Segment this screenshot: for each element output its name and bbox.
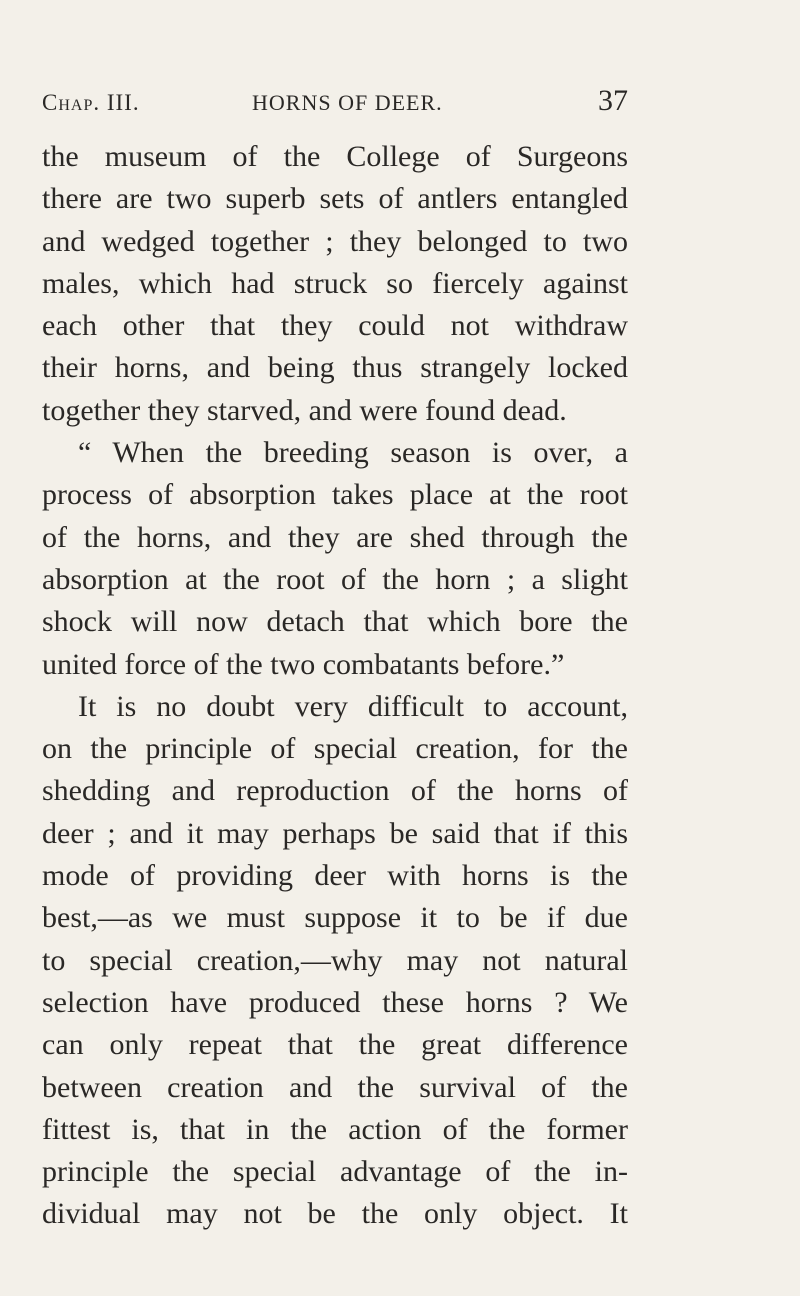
- text-line: process of absorption takes place at the root: [42, 478, 628, 512]
- text-line: shedding and reproduction of the horns of: [42, 774, 628, 808]
- text-line: mode of providing deer with horns is the: [42, 859, 628, 893]
- text-line: the museum of the College of Surgeons: [42, 140, 628, 173]
- running-header: [42, 84, 628, 120]
- text-line: to special creation,—why may not natural: [42, 943, 628, 977]
- text-line: fittest is, that in the action of the former: [42, 1112, 628, 1146]
- text-line: there are two superb sets of antlers entangled: [42, 182, 628, 216]
- text-line: their horns, and being thus strangely locked: [42, 351, 628, 385]
- text-line: males, which had struck so fiercely against: [42, 266, 628, 300]
- text-line: and wedged together ; they belonged to two: [42, 224, 628, 258]
- text-line: It is no doubt very difficult to account,: [78, 689, 628, 723]
- text-line: selection have produced these horns ? We: [42, 985, 628, 1019]
- text-line: best,—as we must suppose it to be if due: [42, 901, 628, 935]
- text-line: on the principle of special creation, for the: [42, 732, 628, 766]
- running-title: HORNS OF DEER.: [252, 90, 443, 115]
- text-line: of the horns, and they are shed through the: [42, 520, 628, 554]
- text-line: between creation and the survival of the: [42, 1070, 628, 1104]
- chapter-label: Chap. III.: [42, 90, 140, 115]
- text-line: “ When the breeding season is over, a: [78, 436, 628, 470]
- text-line: can only repeat that the great difference: [42, 1028, 628, 1062]
- text-line: absorption at the root of the horn ; a slight: [42, 562, 628, 596]
- text-line: united force of the two combatants before.”: [42, 647, 565, 681]
- text-line: dividual may not be the only object. It: [42, 1197, 628, 1231]
- text-line: each other that they could not withdraw: [42, 309, 628, 343]
- text-line: deer ; and it may perhaps be said that if this: [42, 816, 628, 850]
- page-number: 37: [598, 84, 628, 117]
- text-line: shock will now detach that which bore the: [42, 605, 628, 639]
- body-text: [42, 136, 628, 1236]
- text-line: principle the special advantage of the in-: [42, 1155, 628, 1189]
- text-line: together they starved, and were found dead.: [42, 393, 567, 427]
